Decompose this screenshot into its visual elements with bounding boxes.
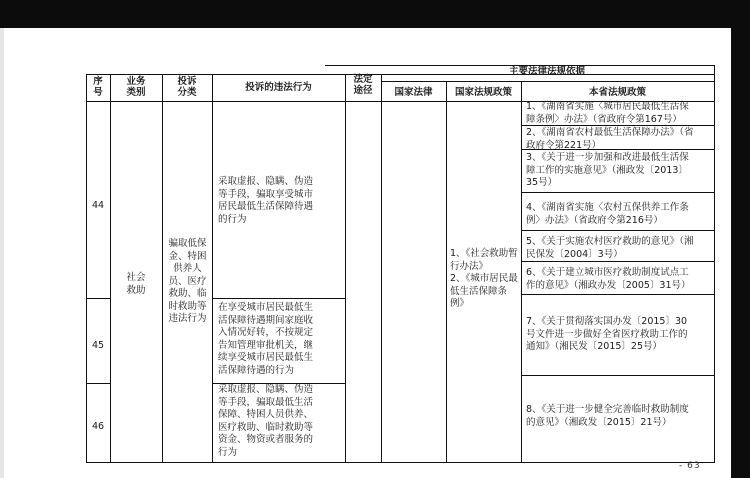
header-business-type: 业务 类别 bbox=[126, 76, 146, 98]
row-number-45: 45 bbox=[91, 340, 105, 351]
header-provincial-regulation: 本省法规政策 bbox=[588, 87, 646, 98]
header-national-law: 国家法律 bbox=[394, 87, 433, 98]
scan-right-border bbox=[731, 0, 750, 478]
illegal-behavior-46: 采取虚报、隐瞒、伪造 等手段，骗取最低生活 保障、特困人员供养、 医疗救助、临时救助等 资金、物资或者服务的 行为 bbox=[218, 384, 314, 458]
complaint-type-fraud: 骗取低保 金、特困 供养人 员、医疗 救助、临 时救助等 违法行为 bbox=[168, 238, 207, 324]
header-statutory-channel: 法定 途径 bbox=[353, 74, 373, 96]
national-regulation-list: 1、《社会救助暂 行办法》 2、《城市居民最 低生活保障条 例》 bbox=[450, 248, 518, 309]
illegal-behavior-45: 在享受城市居民最低生 活保障待遇期间家庭收 入情况好转，不按规定 告知管理审批机关，继 续享受城市居民最低生 活保障待遇的行为 bbox=[218, 302, 314, 376]
header-main-basis: 主要法律法规依据 bbox=[508, 66, 585, 77]
header-complaint-type: 投诉 分类 bbox=[177, 76, 197, 98]
provincial-regulation-3: 3、《关于进一步加强和改进最低生活保 障工作的实施意见》（湘政发〔2013〕 35号） bbox=[526, 152, 689, 188]
row-number-44: 44 bbox=[91, 200, 105, 211]
provincial-regulation-7: 7、《关于贯彻落实国办发〔2015〕30 号文件进一步做好全省医疗救助工作的 通知》（湘民发〔2015〕25号） bbox=[526, 316, 688, 352]
business-type-social-assistance: 社会 救助 bbox=[126, 272, 146, 296]
page-number: - 63 bbox=[679, 461, 701, 471]
provincial-regulation-8: 8、《关于进一步健全完善临时救助制度 的意见》（湘政发〔2015〕21号） bbox=[526, 404, 689, 428]
provincial-regulation-2: 2、《湖南省农村最低生活保障办法》（省 政府令第221号） bbox=[526, 127, 694, 151]
header-illegal-behavior: 投诉的违法行为 bbox=[245, 82, 312, 93]
scan-top-border bbox=[0, 0, 750, 28]
provincial-regulation-6: 6、《关于建立城市医疗救助制度试点工 作的意见》（湘政办发〔2005〕31号） bbox=[526, 267, 691, 291]
header-seq: 序 号 bbox=[93, 76, 103, 98]
scan-left-edge bbox=[0, 28, 4, 478]
provincial-regulation-4: 4、《湖南省实施〈农村五保供养工作条 例〉办法》（省政府令第216号） bbox=[526, 202, 689, 226]
provincial-regulation-1: 1、《湖南省实施〈城市居民最低生活保 障条例〉办法》（省政府令第167号） bbox=[526, 101, 689, 125]
header-national-regulation: 国家法规政策 bbox=[454, 87, 512, 98]
row-number-46: 46 bbox=[91, 421, 105, 432]
provincial-regulation-5: 5、《关于实施农村医疗救助的意见》（湘 民保发〔2004〕3号） bbox=[526, 236, 694, 260]
illegal-behavior-44: 采取虚报、隐瞒、伪造 等手段，骗取享受城市 居民最低生活保障待遇 的行为 bbox=[218, 176, 314, 225]
